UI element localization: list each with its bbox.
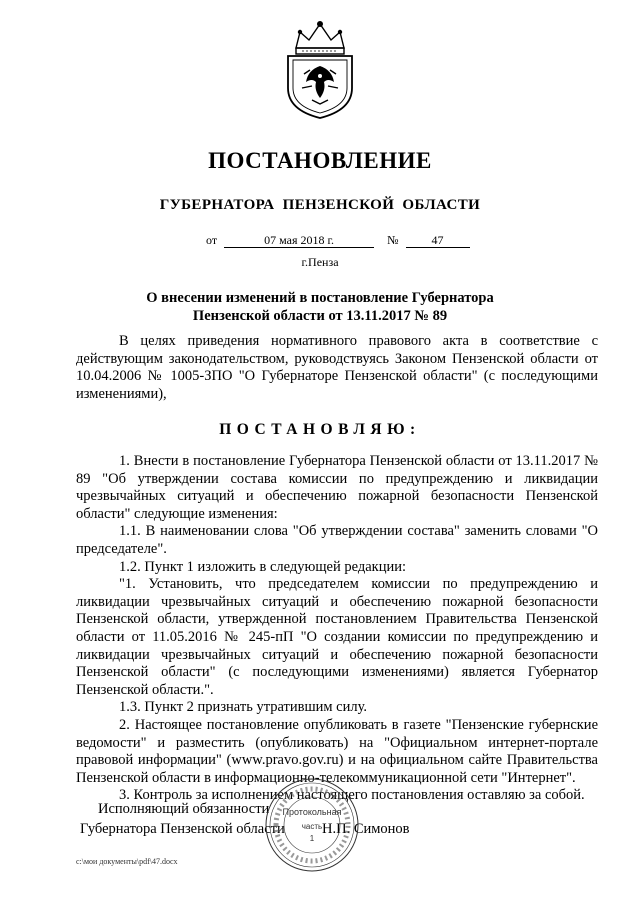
signature-title-line-2: Губернатора Пензенской области [80,821,285,837]
paragraph: 1.3. Пункт 2 признать утратившим силу. [119,699,368,716]
document-heading [0,289,640,325]
paragraph: 1. Внести в постановление Губернатора Пензенской области от 13.11.2017 № 89 "Об утверждении состава комиссии по предупреждению и ликвидации чрезвычайных ситуаций и обеспечению пожарной безопасности Пензенской области" следующие изменения: [76,453,598,522]
paragraph: 2. Настоящее постановление опубликовать в газете "Пензенские губернские ведомости" и разместить (опубликовать) на "Официальном интернет-портале правовой информации" (www.pravo.gov.ru) и на официальном сайте Правительства Пензенской области в информационно-телекоммуникационной сети "Интернет". [76,716,598,786]
document-number: 47 [406,234,470,248]
paragraph: 1.2. Пункт 1 изложить в следующей редакции: [119,558,407,575]
city: г.Пенза [301,255,339,269]
resolution-body [76,453,598,805]
heading-line-2: Пензенской области от 13.11.2017 № 89 [192,308,448,324]
number-label: № [387,233,399,247]
stamp-text-3: 1 [309,834,315,843]
date-prefix: от [206,233,218,247]
signatory-name: Н.П. Симонов [322,821,410,837]
preamble-text: В целях приведения нормативного правового акта в соответствие с действующим законодательством, руководствуясь Законом Пензенской области от 10.04.2006 № 1005-ЗПО "О Губернаторе Пензенской области" (с последующими изменениями), [76,333,598,402]
paragraph: "1. Установить, что председателем комиссии по предупреждению и ликвидации чрезвычайных ситуаций и обеспечению пожарной безопасности Пензенской области, утвержденной постановлением Правительства Пензенской области от 11.05.2016 № 245-пП "О создании комиссии по предупреждению и ликвидации чрезвычайных ситуаций и обеспечению пожарной безопасности Пензенской области" (с последующими изменениями) является Губернатор Пензенской области.". [76,576,598,698]
protocol-stamp [262,775,362,875]
signature-title-line-1: Исполняющий обязанности [98,801,270,817]
date-number-line [206,233,470,248]
document-date: 07 мая 2018 г. [224,234,374,248]
coat-of-arms-emblem [282,18,358,120]
document-title: ПОСТАНОВЛЕНИЕ [208,148,432,173]
preamble [76,333,598,403]
paragraph: 3. Контроль за исполнением настоящего постановления оставляю за собой. [119,787,585,804]
file-path-footer: c:\мои документы\pdf\47.docx [76,857,178,866]
stamp-text-1: Протокольная [282,807,342,817]
issuer-subtitle: ГУБЕРНАТОРА ПЕНЗЕНСКОЙ ОБЛАСТИ [159,197,481,213]
paragraph: 1.1. В наименовании слова "Об утверждении состава" заменить словами "О председателе". [76,523,598,557]
heading-line-1: О внесении изменений в постановление Губернатора [146,290,494,306]
resolve-word: ПОСТАНОВЛЯЮ: [219,421,421,438]
stamp-text-2: часть [301,822,323,831]
